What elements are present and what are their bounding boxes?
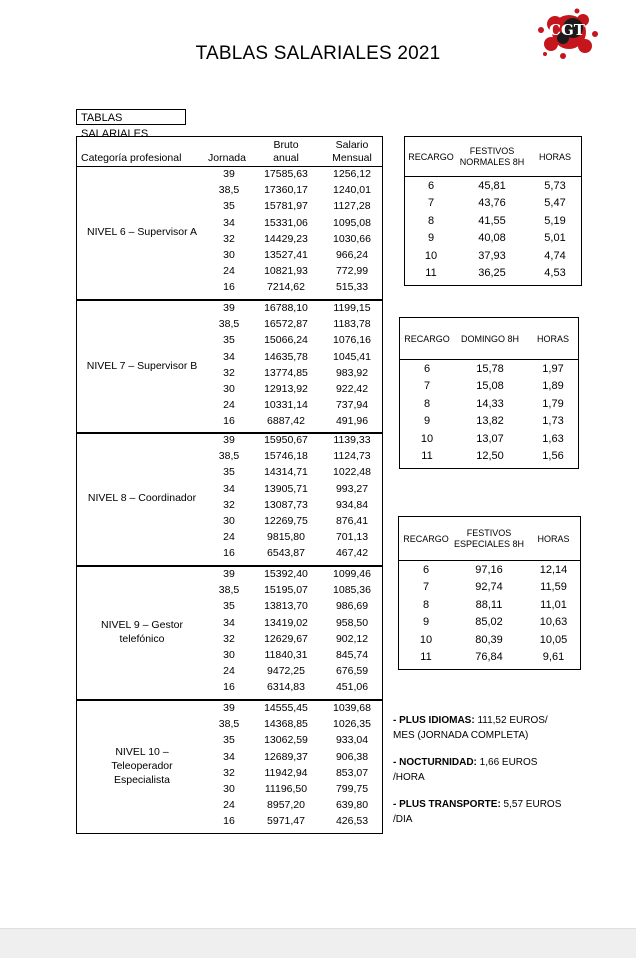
jornada-cell: 38,5 <box>218 184 240 197</box>
importe-cell: 85,02 <box>475 616 503 629</box>
bruto-anual-cell: 14429,23 <box>264 232 308 245</box>
surcharge-row <box>400 379 578 393</box>
header-line: ESPECIALES 8H <box>453 539 525 549</box>
cgt-logo <box>533 6 601 64</box>
bruto-anual-cell: 13087,73 <box>264 498 308 511</box>
header-line: HORAS <box>538 151 571 162</box>
salario-mensual-cell: 426,53 <box>335 815 369 828</box>
salario-mensual-cell: 1127,28 <box>333 200 371 213</box>
surcharge-row <box>405 249 581 263</box>
level-name-line: Especialista <box>113 773 171 786</box>
bruto-anual-cell: 13527,41 <box>264 249 308 261</box>
horas-cell: 1,89 <box>542 380 564 393</box>
salary-row <box>77 632 382 646</box>
salary-row <box>77 280 382 294</box>
note-item <box>393 755 563 785</box>
header-cell <box>526 334 580 345</box>
salary-row <box>77 414 382 428</box>
salary-row <box>77 350 382 364</box>
header-cell <box>405 152 457 163</box>
recargo-cell: 7 <box>422 581 430 594</box>
bruto-anual-cell: 15746,18 <box>264 450 308 463</box>
salary-row <box>77 701 382 715</box>
bruto-anual-cell: 14314,71 <box>264 466 308 479</box>
header-line: RECARGO <box>403 533 449 544</box>
salario-mensual-cell: 515,33 <box>335 281 369 294</box>
bruto-anual-cell: 16788,10 <box>264 302 308 314</box>
recargo-cell: 8 <box>427 214 435 227</box>
surcharge-row <box>405 214 581 228</box>
surcharge-table-3 <box>398 516 581 670</box>
level-name-line: NIVEL 10 – <box>115 745 169 758</box>
surcharge-row <box>405 179 581 193</box>
salario-mensual-cell: 1124,73 <box>333 450 371 463</box>
salary-row <box>77 301 382 315</box>
jornada-cell: 38,5 <box>218 450 240 463</box>
jornada-cell: 30 <box>223 783 235 795</box>
horas-cell: 4,74 <box>544 249 566 262</box>
surcharge-row <box>405 196 581 210</box>
jornada-cell: 38,5 <box>218 584 240 597</box>
importe-cell: 37,93 <box>478 249 506 262</box>
salary-row <box>77 382 382 396</box>
bruto-anual-cell: 17585,63 <box>264 168 308 180</box>
salary-row <box>77 616 382 630</box>
surcharge-row <box>405 266 581 280</box>
horas-cell: 4,53 <box>544 267 566 279</box>
salario-mensual-cell: 676,59 <box>335 665 369 678</box>
bruto-anual-cell: 13419,02 <box>264 616 308 629</box>
header-line: FESTIVOS <box>469 146 515 156</box>
note-text: 111,52 EUROS/ MES (JORNADA COMPLETA) <box>393 715 548 741</box>
bruto-anual-cell: 11840,31 <box>264 649 308 661</box>
recargo-cell: 10 <box>424 249 438 262</box>
salary-row <box>77 530 382 544</box>
salario-mensual-cell: 1095,08 <box>333 216 371 229</box>
header-jornada: Jornada <box>208 152 246 164</box>
horas-cell: 12,14 <box>539 564 568 576</box>
note-label: - PLUS IDIOMAS: <box>393 715 475 726</box>
jornada-cell: 16 <box>223 681 235 694</box>
level-name-line: NIVEL 7 – Supervisor B <box>86 359 198 372</box>
surcharge-table-1 <box>404 136 582 286</box>
jornada-cell: 39 <box>223 702 235 714</box>
salario-mensual-cell: 1030,66 <box>333 232 371 245</box>
salary-row <box>77 482 382 496</box>
header-line: HORAS <box>537 533 570 544</box>
jornada-cell: 39 <box>223 434 235 446</box>
importe-cell: 14,33 <box>476 397 504 410</box>
table-header <box>77 137 382 167</box>
recargo-cell: 8 <box>423 397 431 410</box>
salary-row <box>77 514 382 528</box>
salario-mensual-cell: 451,06 <box>335 681 369 694</box>
bruto-anual-cell: 13062,59 <box>264 734 308 747</box>
note-label: - NOCTURNIDAD: <box>393 757 477 768</box>
bruto-anual-cell: 12913,92 <box>264 383 308 395</box>
level-name-line: telefónico <box>119 632 165 645</box>
horas-cell: 1,73 <box>542 415 564 428</box>
bruto-anual-cell: 12269,75 <box>264 515 308 527</box>
table-header <box>405 137 581 177</box>
jornada-cell: 16 <box>223 415 235 428</box>
bruto-anual-cell: 15392,40 <box>264 568 308 580</box>
recargo-cell: 8 <box>422 598 430 611</box>
surcharge-row <box>400 432 578 446</box>
salario-mensual-cell: 958,50 <box>335 616 369 629</box>
salario-mensual-cell: 853,07 <box>335 766 369 779</box>
importe-cell: 41,55 <box>478 214 506 227</box>
bruto-anual-cell: 7214,62 <box>267 281 305 294</box>
bruto-anual-cell: 9815,80 <box>267 531 305 544</box>
header-line: NORMALES 8H <box>459 157 525 167</box>
salario-mensual-cell: 1026,35 <box>333 718 371 731</box>
salario-mensual-cell: 1022,48 <box>333 466 371 479</box>
salary-row <box>77 264 382 278</box>
header-category: Categoría profesional <box>81 152 182 164</box>
salario-mensual-cell: 467,42 <box>335 547 369 560</box>
salary-row <box>77 498 382 512</box>
jornada-cell: 24 <box>223 665 235 678</box>
salary-table-level-6 <box>76 136 383 300</box>
bruto-anual-cell: 14635,78 <box>264 350 308 363</box>
bruto-anual-cell: 15781,97 <box>264 200 308 213</box>
jornada-cell: 38,5 <box>218 718 240 731</box>
salary-row <box>77 433 382 447</box>
importe-cell: 43,76 <box>478 197 506 210</box>
salary-row <box>77 167 382 181</box>
surcharge-row <box>400 449 578 463</box>
salario-mensual-cell: 993,27 <box>335 482 369 495</box>
surcharge-row <box>399 615 580 629</box>
recargo-cell: 10 <box>420 432 434 445</box>
salario-mensual-cell: 1139,33 <box>333 434 371 446</box>
salary-table-level-9 <box>76 566 383 700</box>
jornada-cell: 35 <box>223 334 235 347</box>
header-cell <box>527 152 583 163</box>
section-label: TABLAS SALARIALES <box>76 109 186 125</box>
salary-row <box>77 248 382 262</box>
table-header <box>400 318 578 360</box>
header-bruto <box>253 139 319 165</box>
surcharge-row <box>399 563 580 577</box>
importe-cell: 13,82 <box>476 415 504 428</box>
jornada-cell: 30 <box>223 383 235 395</box>
jornada-cell: 24 <box>223 531 235 544</box>
jornada-cell: 35 <box>223 466 235 479</box>
header-bruto-line2: anual <box>273 152 299 164</box>
horas-cell: 9,61 <box>542 651 565 663</box>
salary-row <box>77 599 382 613</box>
salary-row <box>77 216 382 230</box>
surcharge-row <box>400 414 578 428</box>
jornada-cell: 30 <box>223 649 235 661</box>
salario-mensual-cell: 983,92 <box>335 366 369 379</box>
page-title: TABLAS SALARIALES 2021 <box>195 43 441 64</box>
jornada-cell: 32 <box>223 498 235 511</box>
salary-row <box>77 680 382 694</box>
jornada-cell: 34 <box>223 350 235 363</box>
bruto-anual-cell: 15331,06 <box>264 216 308 229</box>
jornada-cell: 30 <box>223 515 235 527</box>
level-name-line: NIVEL 8 – Coordinador <box>87 491 197 504</box>
recargo-cell: 7 <box>427 197 435 210</box>
bruto-anual-cell: 11942,94 <box>264 766 308 779</box>
header-cell <box>454 334 526 345</box>
bruto-anual-cell: 13813,70 <box>264 600 308 613</box>
recargo-cell: 6 <box>422 564 430 576</box>
bruto-anual-cell: 17360,17 <box>264 184 308 197</box>
salary-row <box>77 317 382 331</box>
surcharge-row <box>400 362 578 376</box>
bruto-anual-cell: 11196,50 <box>264 783 308 795</box>
bruto-anual-cell: 6887,42 <box>267 415 305 428</box>
salario-mensual-cell: 902,12 <box>335 632 369 645</box>
salary-row <box>77 717 382 731</box>
level-name-line: NIVEL 6 – Supervisor A <box>87 225 197 238</box>
recargo-cell: 7 <box>423 380 431 393</box>
header-line: RECARGO <box>404 333 450 344</box>
salario-mensual-cell: 922,42 <box>335 383 369 395</box>
bruto-anual-cell: 13905,71 <box>264 482 308 495</box>
importe-cell: 12,50 <box>476 450 504 462</box>
salary-table-level-7 <box>76 300 383 434</box>
jornada-cell: 16 <box>223 281 235 294</box>
salary-row <box>77 183 382 197</box>
header-cell <box>400 334 454 345</box>
salario-mensual-cell: 934,84 <box>335 498 369 511</box>
salary-row <box>77 648 382 662</box>
recargo-cell: 9 <box>427 232 435 245</box>
salario-mensual-cell: 1240,01 <box>333 184 371 197</box>
jornada-cell: 34 <box>223 616 235 629</box>
recargo-cell: 9 <box>422 616 430 629</box>
surcharge-row <box>405 231 581 245</box>
level-name-line: NIVEL 9 – Gestor <box>101 618 183 631</box>
horas-cell: 5,19 <box>544 214 566 227</box>
importe-cell: 88,11 <box>475 598 503 611</box>
note-item <box>393 713 563 743</box>
bruto-anual-cell: 6314,83 <box>267 681 305 694</box>
salario-mensual-cell: 845,74 <box>335 649 369 661</box>
jornada-cell: 30 <box>223 249 235 261</box>
bruto-anual-cell: 16572,87 <box>264 318 308 331</box>
horas-cell: 1,97 <box>542 363 564 375</box>
salary-row <box>77 750 382 764</box>
salario-mensual-cell: 1085,36 <box>333 584 371 597</box>
header-line: HORAS <box>536 333 569 344</box>
salary-row <box>77 798 382 812</box>
salary-row <box>77 398 382 412</box>
salary-row <box>77 664 382 678</box>
table-header <box>399 517 580 561</box>
horas-cell: 5,73 <box>544 180 566 192</box>
horas-cell: 1,56 <box>542 450 564 462</box>
horas-cell: 11,01 <box>540 598 567 611</box>
note-label: - PLUS TRANSPORTE: <box>393 799 501 810</box>
salary-row <box>77 333 382 347</box>
horas-cell: 5,01 <box>544 232 566 245</box>
jornada-cell: 32 <box>223 232 235 245</box>
jornada-cell: 39 <box>223 568 235 580</box>
surcharge-row <box>399 650 580 664</box>
salary-table-level-8 <box>76 432 383 566</box>
recargo-cell: 10 <box>419 633 433 646</box>
salario-mensual-cell: 1199,15 <box>333 302 371 314</box>
salario-mensual-cell: 906,38 <box>335 750 369 763</box>
importe-cell: 40,08 <box>478 232 506 245</box>
recargo-cell: 11 <box>420 651 432 663</box>
salary-row <box>77 814 382 828</box>
importe-cell: 76,84 <box>475 651 503 663</box>
horas-cell: 10,63 <box>539 616 568 629</box>
surcharge-row <box>399 580 580 594</box>
salario-mensual-cell: 799,75 <box>335 783 369 795</box>
recargo-cell: 6 <box>427 180 435 192</box>
jornada-cell: 35 <box>223 600 235 613</box>
bruto-anual-cell: 6543,87 <box>267 547 305 560</box>
importe-cell: 80,39 <box>475 633 503 646</box>
salario-mensual-cell: 772,99 <box>335 265 369 278</box>
recargo-cell: 11 <box>421 450 433 462</box>
salario-mensual-cell: 933,04 <box>335 734 369 747</box>
salary-row <box>77 449 382 463</box>
bruto-anual-cell: 14555,45 <box>264 702 308 714</box>
recargo-cell: 9 <box>423 415 431 428</box>
salario-mensual-cell: 491,96 <box>335 415 369 428</box>
surcharge-table-2 <box>399 317 579 469</box>
header-salario-line1: Salario <box>335 139 369 151</box>
salario-mensual-cell: 639,80 <box>335 799 369 812</box>
jornada-cell: 34 <box>223 482 235 495</box>
jornada-cell: 39 <box>223 302 235 314</box>
importe-cell: 15,08 <box>476 380 504 393</box>
bruto-anual-cell: 13774,85 <box>264 366 308 379</box>
bruto-anual-cell: 8957,20 <box>267 799 305 812</box>
bruto-anual-cell: 15950,67 <box>264 434 308 446</box>
jornada-cell: 32 <box>223 766 235 779</box>
bruto-anual-cell: 9472,25 <box>267 665 305 678</box>
horas-cell: 1,63 <box>542 432 564 445</box>
salary-row <box>77 366 382 380</box>
level-name-line: Teleoperador <box>111 759 173 772</box>
salary-row <box>77 546 382 560</box>
jornada-cell: 32 <box>223 366 235 379</box>
salario-mensual-cell: 1045,41 <box>333 350 371 363</box>
note-item <box>393 797 563 827</box>
salary-row <box>77 567 382 581</box>
jornada-cell: 24 <box>223 799 235 812</box>
header-line: FESTIVOS <box>466 528 512 538</box>
importe-cell: 15,78 <box>476 363 504 375</box>
bruto-anual-cell: 10331,14 <box>264 399 308 412</box>
horas-cell: 5,47 <box>544 197 566 210</box>
horas-cell: 11,59 <box>540 581 567 594</box>
bruto-anual-cell: 14368,85 <box>264 718 308 731</box>
bruto-anual-cell: 15195,07 <box>264 584 308 597</box>
recargo-cell: 6 <box>423 363 431 375</box>
salary-row <box>77 199 382 213</box>
jornada-cell: 34 <box>223 750 235 763</box>
salario-mensual-cell: 1256,12 <box>333 168 371 180</box>
salario-mensual-cell: 1099,46 <box>333 568 371 580</box>
importe-cell: 13,07 <box>476 432 504 445</box>
svg-text:CGT: CGT <box>549 21 585 39</box>
horas-cell: 10,05 <box>539 633 568 646</box>
header-cell <box>525 534 582 545</box>
horas-cell: 1,79 <box>542 397 564 410</box>
note-text: 5,57 EUROS /DIA <box>393 799 562 825</box>
bruto-anual-cell: 10821,93 <box>264 265 308 278</box>
importe-cell: 97,16 <box>475 564 503 576</box>
salario-mensual-cell: 701,13 <box>335 531 369 544</box>
jornada-cell: 35 <box>223 200 235 213</box>
salario-mensual-cell: 986,69 <box>335 600 369 613</box>
salario-mensual-cell: 1183,78 <box>333 318 371 331</box>
header-cell <box>453 528 525 550</box>
jornada-cell: 16 <box>223 815 235 828</box>
salary-row <box>77 583 382 597</box>
salary-row <box>77 733 382 747</box>
header-cell <box>457 146 527 168</box>
jornada-cell: 16 <box>223 547 235 560</box>
salario-mensual-cell: 1076,16 <box>333 334 371 347</box>
header-salario <box>323 139 381 165</box>
importe-cell: 92,74 <box>475 581 503 594</box>
bruto-anual-cell: 12629,67 <box>264 632 308 645</box>
jornada-cell: 35 <box>223 734 235 747</box>
header-line: RECARGO <box>408 151 454 162</box>
surcharge-row <box>399 598 580 612</box>
jornada-cell: 24 <box>223 265 235 278</box>
jornada-cell: 38,5 <box>218 318 240 331</box>
surcharge-row <box>399 633 580 647</box>
page-footer-band <box>0 928 636 958</box>
header-salario-line2: Mensual <box>332 152 372 164</box>
bruto-anual-cell: 15066,24 <box>264 334 308 347</box>
header-bruto-line1: Bruto <box>273 139 299 151</box>
jornada-cell: 39 <box>223 168 235 180</box>
salary-row <box>77 766 382 780</box>
jornada-cell: 32 <box>223 632 235 645</box>
salario-mensual-cell: 966,24 <box>335 249 369 261</box>
salario-mensual-cell: 876,41 <box>335 515 369 527</box>
bruto-anual-cell: 12689,37 <box>264 750 308 763</box>
header-line: DOMINGO 8H <box>460 333 519 344</box>
salary-row <box>77 782 382 796</box>
header-cell <box>399 534 453 545</box>
jornada-cell: 24 <box>223 399 235 412</box>
salario-mensual-cell: 1039,68 <box>333 702 371 714</box>
surcharge-row <box>400 397 578 411</box>
jornada-cell: 34 <box>223 216 235 229</box>
note-text: 1,66 EUROS /HORA <box>393 757 538 783</box>
importe-cell: 45,81 <box>478 180 506 192</box>
salary-row <box>77 465 382 479</box>
recargo-cell: 11 <box>425 267 437 279</box>
importe-cell: 36,25 <box>478 267 506 279</box>
bruto-anual-cell: 5971,47 <box>267 815 305 828</box>
salario-mensual-cell: 737,94 <box>335 399 369 412</box>
salary-table-level-10 <box>76 700 383 834</box>
salary-row <box>77 232 382 246</box>
